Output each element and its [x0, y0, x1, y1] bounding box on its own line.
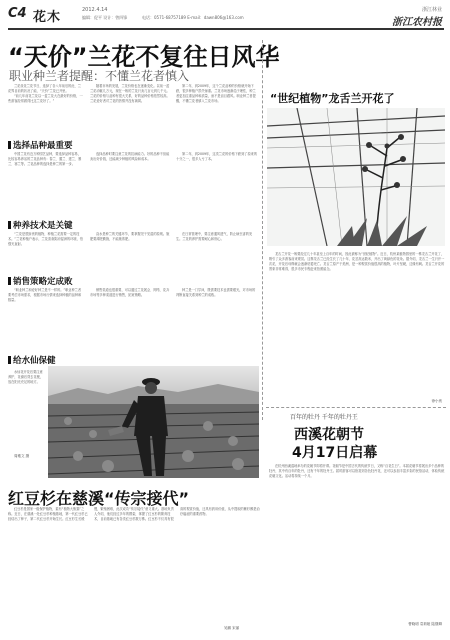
bottom-title: 红豆杉在慈溪“传宗接代” [8, 489, 190, 508]
masthead [8, 4, 444, 34]
sec2-col3 [176, 232, 258, 272]
peony-author: 曹晓明 袁莉娅 陆继卿 [408, 622, 442, 626]
peony-kicker: 百年的牡丹 千年的牡丹王 [290, 414, 358, 421]
paper-name-logo: 浙江农村报 [392, 17, 442, 28]
sec3-col2 [90, 288, 170, 350]
bottom-text-body: 红豆杉是国家一级保护植物，素有“植物大熊猫”之称。近日，在慈溪一处红豆杉种植基地，第一代红豆杉已经结出了种子，第二代红豆杉开始生长。红豆杉生长缓慢，繁殖困难，此次成功“传宗接代”意义重大。基地负责人介绍，他们经过多年的摸索，掌握了红豆杉的繁育技术，目前基地已有各类红豆杉数万株。红豆杉不仅具有很高的观赏价值，还具有药用价值，从中提取的紫杉醇是治疗癌症的重要药物。 [8, 507, 260, 522]
narcissus-caption-text: 水仙花开花后要注意养护，花谢后剪去花梗，放在阳光充足的地方。 [8, 370, 44, 385]
peony-text-body: 在杭州西溪湿地举办的花朝节即将开幕。花朝节是中国古代的传统节日，又称“百花生日”。本届花朝节将展出多个品种的牡丹，其中有百年的牡丹，还有千年的牡丹王。届时游客可以欣赏到各色牡丹花，还可以参加丰富多彩的民俗活动，体验传统花朝文化。活动将持续一个月。 [269, 464, 445, 479]
lead-col2 [90, 84, 170, 136]
sec1-col3-text: 第二年，到2009年，这类兰花的价格下跌到了原来的十分之一，很多人亏了本。 [176, 152, 258, 162]
sec2-col1 [8, 232, 84, 272]
feature-divider [266, 407, 446, 408]
section-heading-3: 销售策略定成败 [8, 275, 73, 287]
page-code: C4 [8, 6, 27, 21]
lead-intro-para1: 兰花设花兰花节日，选择了各八年前后的此、兰花界目前的状况了能，“天价”兰花已开里。 [8, 84, 81, 94]
lead-col3 [176, 84, 258, 136]
agave-photo [267, 108, 445, 246]
masthead-editor: 编辑：促平 设计：曾四锋 [82, 15, 128, 20]
section-heading-1: 选择品种最重要 [8, 139, 73, 151]
sec1-col1-text: 中国兰花有近万种园艺品种，要选择品种容易，比较容易养活的兰花品种有：春兰、蕙兰、建兰、墨兰、寒兰等。兰花品种的选择是种兰的第一步。 [8, 152, 82, 167]
sec2-col2-text: 浇水是种兰的关键环节，要掌握见干见湿的原则。施肥要薄肥勤施，不能施浓肥。 [90, 232, 170, 242]
lead-title: “天价”兰花不复往日风华 [8, 43, 280, 71]
narcissus-author: 周雅文 摄 [14, 454, 30, 458]
section-title: 花木 [33, 10, 62, 25]
narcissus-caption [8, 370, 44, 452]
section-heading-4: 给水仙保健 [8, 354, 56, 366]
sec3-col3-text: 种兰是一门学问，既需要技术也需要眼光，对市场的判断直接关系到种兰的成败。 [176, 288, 256, 298]
feature-text-body: 龙舌兰开花一般要经过几十年甚至上百年的时间，因此被称为“世纪植物”。近日，杭州某植物园里的一株龙舌兰开花了，吸引了众多游客前来观赏。这株龙舌兰已经生长了几十年，花茎高达数米，开出了黄绿色的花朵。据介绍，龙舌兰一生只开一次花，开花后母株就会逐渐枯萎死亡。龙舌兰原产于美洲，是一种观赏价值很高的植物，叶片坚硬，边缘有刺。龙舌兰开花的景象非常难得，很多市民专程赶来拍照留念。 [269, 252, 445, 272]
agave-illustration [267, 108, 445, 246]
peony-title-2: 4月17日启幕 [292, 445, 378, 461]
farmer-photo [48, 366, 259, 478]
lead-intro-para2: “前几年前花兰花以一盆兰花大在最好的价格，一些游客经常做得比这兰花好了。” [8, 94, 83, 104]
sec2-col3-text: 在日常管理中，要注意通风透气，防止病虫害的发生。兰花的养护需要耐心和细心。 [176, 232, 253, 242]
sec3-col1-text: “职业种兰和爱好种兰是不一样的。”职业种兰者要考虑市场需求，根据市场行情来选择种植的品种和数量。 [8, 288, 82, 303]
feature-text [269, 252, 445, 396]
column-divider [262, 40, 263, 420]
sec3-col2-text: 销售渠道也很重要，可以通过兰花展会、网络、花卉市场等多种渠道进行销售，拓宽销路。 [90, 288, 170, 298]
feature-title: “世纪植物”龙舌兰开花了 [270, 92, 395, 105]
bottom-text [8, 507, 260, 623]
sec1-col3 [176, 152, 258, 216]
feature-author: 徐小贵 [431, 399, 442, 403]
sec1-col2 [90, 152, 170, 216]
sec2-col1-text: “兰花是很娇贵的植物，种植兰花需要一定的技术。”兰花种植户表示，兰花喜欢阴凉湿润的环境，怕强光直射。 [8, 232, 83, 247]
farmer-illustration [48, 366, 259, 478]
masthead-date: 2012.4.14 [82, 7, 108, 13]
peony-title: 西溪花朝节 [294, 427, 364, 443]
masthead-rule [8, 28, 444, 30]
lead-col3-text: 第二年，到2009年，这个兰花品种的价格就开始下跌，很多种植户损失惨重。兰花市场逐渐趋于理性，种兰者更加注重品种和质量，而不是盲目跟风。职业种兰者提醒，不懂兰花者慎入兰花市场。 [176, 84, 256, 104]
lead-col2-text: 随着市场的发展，兰花价格也在逐渐变化。以前一盆兰花动辄几万元，现在一般的兰花只卖几百元到几千元。兰花的价格与品种有很大关系，好的品种价格依然较高。兰花爱好者对兰花的热情并没有减弱。 [90, 84, 170, 104]
sec1-col1 [8, 152, 84, 216]
sec3-col3 [176, 288, 258, 350]
lead-subtitle: 职业种兰者提醒：不懂兰花者慎入 [9, 69, 190, 83]
peony-text [269, 464, 445, 618]
sec3-col1 [8, 288, 84, 350]
bottom-author: 吴鹏 宋丽 [224, 626, 240, 630]
region-label: 浙江林业 [421, 7, 442, 13]
lead-intro [8, 84, 84, 136]
sec1-col2-text: 选择品种时要注意兰花的抗病能力。好的品种不但能卖出好价钱，还能减少种植的风险和成本。 [90, 152, 170, 162]
sec2-col2 [90, 232, 170, 272]
section-heading-2: 种养技术是关键 [8, 219, 73, 231]
masthead-contact: 电话：0571-68757189 E-mail：dawn806@163.com [142, 15, 244, 20]
